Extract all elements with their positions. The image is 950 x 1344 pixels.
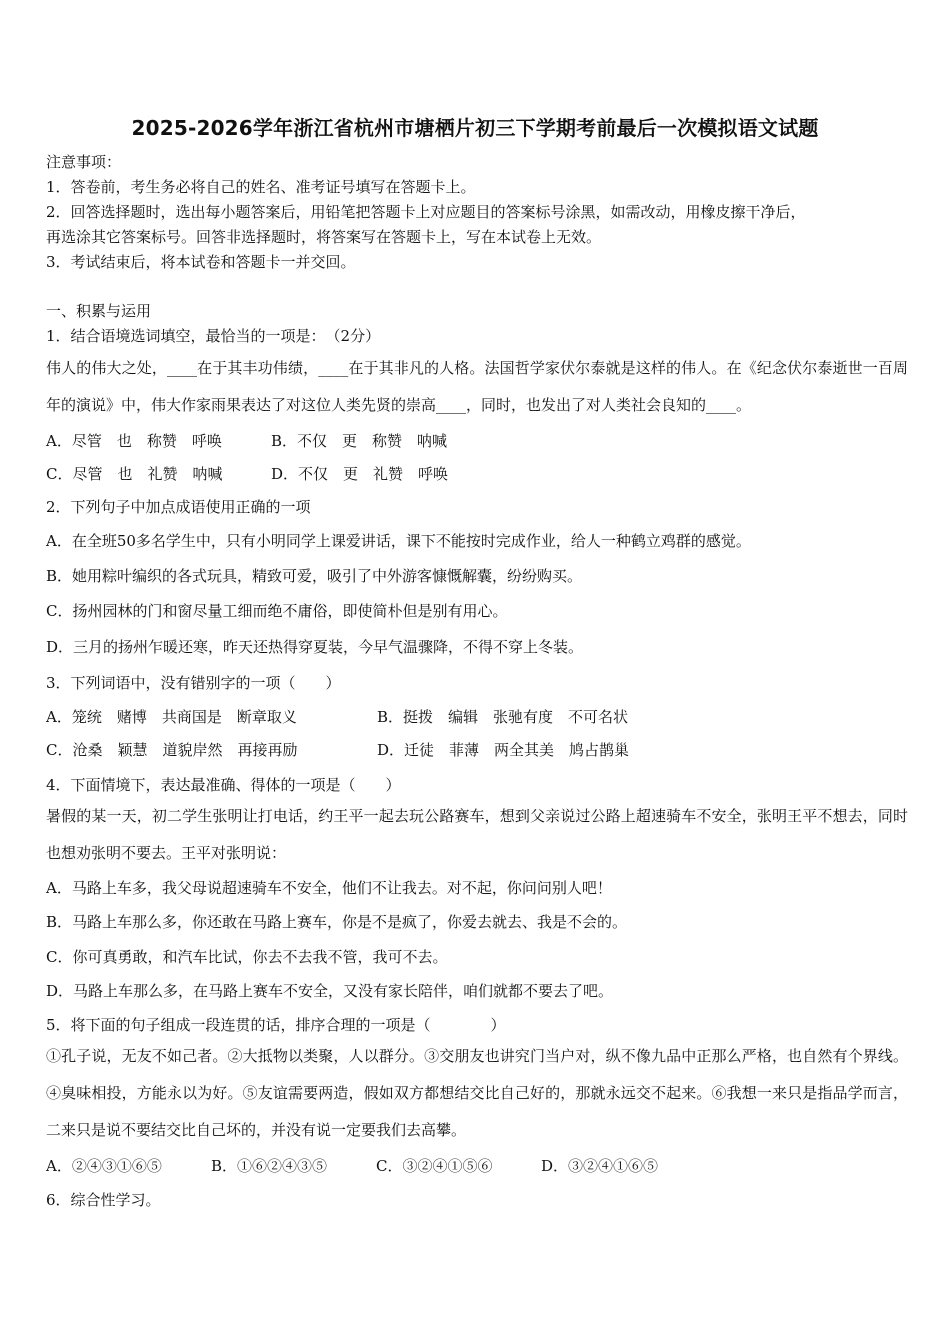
q2-option-d[interactable]: D．三月的扬州乍暖还寒，昨天还热得穿夏装，今早气温骤降，不得不穿上冬装。 xyxy=(46,638,584,656)
notes-block xyxy=(46,150,908,275)
q3-option-a[interactable]: A．笼统 赌博 共商国是 断章取义 xyxy=(46,708,297,726)
q3-option-b[interactable]: B．挺拨 编辑 张驰有度 不可名状 xyxy=(377,708,629,726)
q4-option-d[interactable]: D．马路上车那么多，在马路上赛车不安全，又没有家长陪伴，咱们就都不要去了吧。 xyxy=(46,982,614,1000)
q4-option-b[interactable]: B．马路上车那么多，你还敢在马路上赛车，你是不是疯了，你爱去就去、我是不会的。 xyxy=(46,913,628,931)
q4-stem: 4．下面情境下，表达最准确、得体的一项是（ ） xyxy=(46,776,401,794)
q4-passage: 暑假的某一天，初二学生张明让打电话，约王平一起去玩公路赛车，想到父亲说过公路上超速骑车不安全，张明王平不想去，同时也想劝张明不要去。王平对张明说： xyxy=(46,807,908,862)
q1-stem: 1．结合语境选词填空，最恰当的一项是： （2分） xyxy=(46,327,381,345)
q1-options-row-1 xyxy=(46,430,908,451)
q2-stem: 2．下列句子中加点成语使用正确的一项 xyxy=(46,498,311,516)
notes-heading: 注意事项： xyxy=(46,153,122,171)
section-heading: 一、积累与运用 xyxy=(46,302,152,320)
q4-option-a[interactable]: A．马路上车多，我父母说超速骑车不安全，他们不让我去。对不起，你问问别人吧！ xyxy=(46,879,612,897)
q2-option-a[interactable]: A．在全班50多名学生中，只有小明同学上课爱讲话，课下不能按时完成作业，给人一种鹤立鸡群的感觉。 xyxy=(46,532,751,550)
q5-option-b[interactable]: B．①⑥②④③⑤ xyxy=(211,1157,328,1175)
q3-stem: 3．下列词语中，没有错别字的一项（ ） xyxy=(46,674,341,692)
q4-option-c[interactable]: C．你可真勇敢，和汽车比试，你去不去我不管，我可不去。 xyxy=(46,948,448,966)
q5-options-row xyxy=(46,1155,908,1176)
notes-item: 再选涂其它答案标号。回答非选择题时，将答案写在答题卡上，写在本试卷上无效。 xyxy=(46,228,602,246)
q3-options-row-1 xyxy=(46,706,908,727)
q3-option-d[interactable]: D．迁徒 菲薄 两全其美 鸠占鹊巢 xyxy=(377,741,630,759)
q1-passage: 伟人的伟大之处，____在于其丰功伟绩，____在于其非凡的人格。法国哲学家伏尔泰就是这样的伟人。在《纪念伏尔泰逝世一百周年的演说》中，伟大作家雨果表达了对这位人类先贤的崇高____，同时，也发出了对人类社会良知的____。 xyxy=(46,359,908,414)
q5-option-a[interactable]: A．②④③①⑥⑤ xyxy=(46,1157,162,1175)
q5-option-c[interactable]: C．③②④①⑤⑥ xyxy=(376,1157,493,1175)
q1-option-c[interactable]: C．尽管 也 礼赞 呐喊 xyxy=(46,465,223,483)
q5-stem: 5．将下面的句子组成一段连贯的话，排序合理的一项是（ ） xyxy=(46,1016,506,1034)
q5-passage: ①孔子说，无友不如己者。②大抵物以类聚，人以群分。③交朋友也讲究门当户对，纵不像九品中正那么严格，也自然有个界线。④臭味相投，方能永以为好。⑤友谊需要两造，假如双方都想结交比自己好的，那就永远交不起来。⑥我想一来只是指品学而言，二来只是说不要结交比自己坏的，并没有说一定要我们去高攀。 xyxy=(46,1047,908,1139)
q6-stem: 6．综合性学习。 xyxy=(46,1191,161,1209)
q5-option-d[interactable]: D．③②④①⑥⑤ xyxy=(541,1157,659,1175)
q2-option-c[interactable]: C．扬州园林的门和窗尽量工细而绝不庸俗，即使简朴但是别有用心。 xyxy=(46,602,508,620)
q3-option-c[interactable]: C．沧桑 颖慧 道貌岸然 再接再励 xyxy=(46,741,298,759)
notes-item: 3．考试结束后，将本试卷和答题卡一并交回。 xyxy=(46,253,356,271)
q2-option-b[interactable]: B．她用粽叶编织的各式玩具，精致可爱，吸引了中外游客慷慨解囊，纷纷购买。 xyxy=(46,567,583,585)
q1-option-b[interactable]: B．不仅 更 称赞 呐喊 xyxy=(271,432,448,450)
q3-options-row-2 xyxy=(46,739,908,760)
page-title: 2025-2026学年浙江省杭州市塘栖片初三下学期考前最后一次模拟语文试题 xyxy=(131,116,819,140)
q1-option-a[interactable]: A．尽管 也 称赞 呼唤 xyxy=(46,432,222,450)
notes-item: 1．答卷前，考生务必将自己的姓名、准考证号填写在答题卡上。 xyxy=(46,178,476,196)
notes-item: 2．回答选择题时，选出每小题答案后，用铅笔把答题卡上对应题目的答案标号涂黑，如需改动，用橡皮擦干净后， xyxy=(46,203,806,221)
q1-options-row-2 xyxy=(46,463,908,484)
q1-option-d[interactable]: D．不仅 更 礼赞 呼唤 xyxy=(271,465,449,483)
